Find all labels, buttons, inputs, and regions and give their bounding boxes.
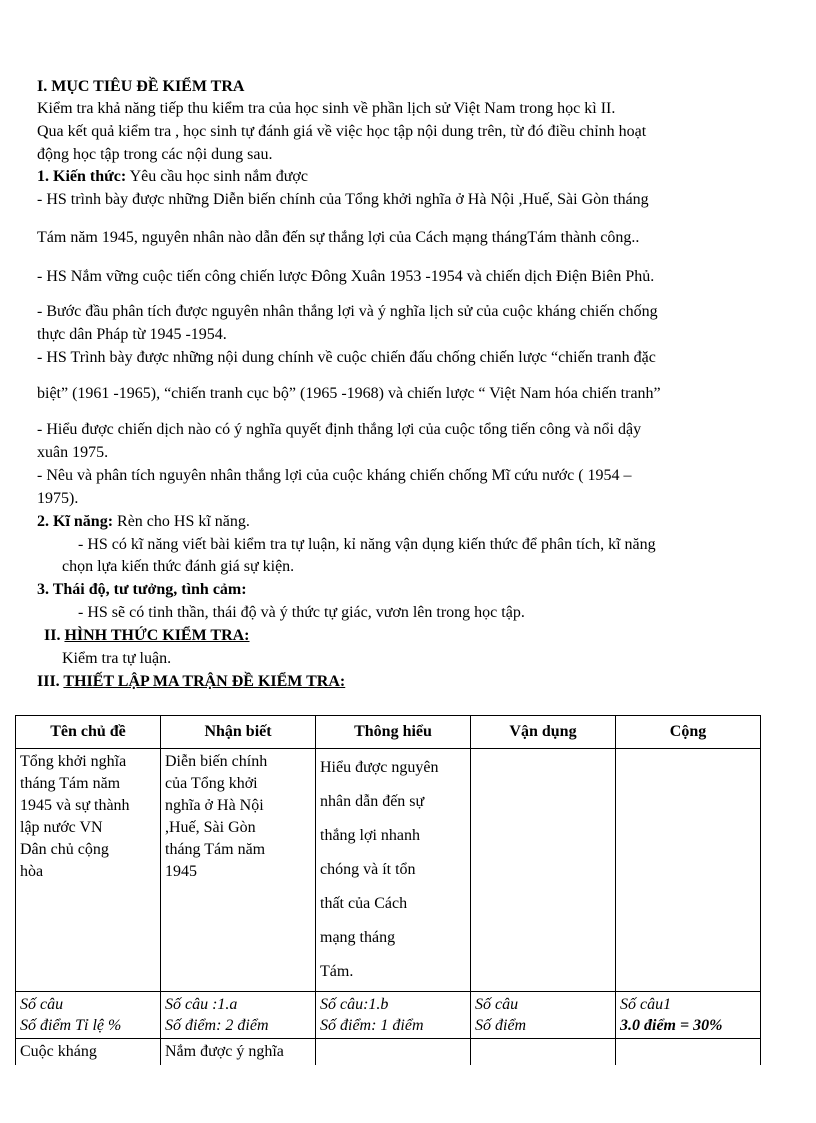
- header-recognize: Nhận biết: [161, 716, 316, 749]
- score-row: [16, 992, 761, 1039]
- intro-line-3: động học tập trong các nội dung sau.: [37, 146, 273, 163]
- table-header-row: [16, 716, 761, 749]
- knowledge-item: 1975).: [37, 490, 79, 507]
- section-2-title: HÌNH THỨC KIỂM TRA:: [64, 627, 250, 644]
- section-3-number: III.: [37, 673, 64, 690]
- attitude-line: - HS sẽ có tinh thần, thái độ và ý thức tự giác, vươn lên trong học tập.: [78, 604, 525, 621]
- knowledge-item: - HS Nắm vững cuộc tiến công chiến lược Đông Xuân 1953 -1954 và chiến dịch Điện Biên Phủ.: [37, 268, 655, 285]
- recognize-cell: Nắm được ý nghĩa: [161, 1039, 316, 1066]
- score-recognize-cell: Số câu :1.a Số điểm: 2 điểm: [161, 992, 316, 1039]
- header-total: Cộng: [616, 716, 761, 749]
- knowledge-label: 1. Kiến thức:: [37, 168, 127, 185]
- knowledge-item: - Bước đầu phân tích được nguyên nhân thắng lợi và ý nghĩa lịch sử của cuộc kháng chiến chống: [37, 303, 658, 320]
- knowledge-item: Tám năm 1945, nguyên nhân nào dẫn đến sự thắng lợi của Cách mạng thángTám thành công..: [37, 229, 640, 246]
- table-row: [16, 1039, 761, 1066]
- topic-cell: Cuộc kháng: [16, 1039, 161, 1066]
- score-apply-cell: Số câu Số điểm: [471, 992, 616, 1039]
- topic-cell: Tổng khởi nghĩa tháng Tám năm 1945 và sự thành lập nước VN Dân chủ cộng hòa: [16, 749, 161, 992]
- section-1-heading: I. MỤC TIÊU ĐỀ KIỂM TRA: [37, 78, 245, 95]
- knowledge-item: thực dân Pháp từ 1945 -1954.: [37, 326, 227, 343]
- table-row: [16, 749, 761, 992]
- recognize-cell: Diễn biến chính của Tổng khởi nghĩa ở Hà Nội ,Huế, Sài Gòn tháng Tám năm 1945: [161, 749, 316, 992]
- score-topic-cell: Số câu Số điểm Tỉ lệ %: [16, 992, 161, 1039]
- attitude-heading: 3. Thái độ, tư tưởng, tình cảm:: [37, 581, 247, 598]
- intro-line-1: Kiểm tra khả năng tiếp thu kiểm tra của học sinh về phần lịch sử Việt Nam trong học kì II.: [37, 100, 616, 117]
- knowledge-item: xuân 1975.: [37, 444, 109, 461]
- knowledge-text: Yêu cầu học sinh nắm được: [126, 168, 308, 185]
- apply-cell: [471, 1039, 616, 1066]
- knowledge-item: - HS trình bày được những Diễn biến chính của Tổng khởi nghĩa ở Hà Nội ,Huế, Sài Gòn tháng: [37, 191, 649, 208]
- understand-cell: Hiểu được nguyên nhân dẫn đến sự thắng lợi nhanh chóng và ít tổn thất của Cách mạng tháng Tám.: [316, 749, 471, 992]
- skills-line: chọn lựa kiến thức đánh giá sự kiện.: [62, 558, 295, 575]
- understand-cell: [316, 1039, 471, 1066]
- header-understand: Thông hiểu: [316, 716, 471, 749]
- score-total-cell: Số câu1 3.0 điểm = 30%: [616, 992, 761, 1039]
- total-cell: [616, 1039, 761, 1066]
- section-2-text: Kiểm tra tự luận.: [62, 650, 172, 667]
- total-cell: [616, 749, 761, 992]
- exam-matrix-table: [15, 715, 761, 1065]
- apply-cell: [471, 749, 616, 992]
- section-3-title: THIẾT LẬP MA TRẬN ĐỀ KIỂM TRA:: [63, 673, 346, 690]
- knowledge-item: biệt” (1961 -1965), “chiến tranh cục bộ” (1965 -1968) và chiến lược “ Việt Nam hóa chiến tranh”: [37, 385, 661, 402]
- knowledge-item: - Nêu và phân tích nguyên nhân thắng lợi của cuộc kháng chiến chống Mĩ cứu nước ( 1954 –: [37, 467, 632, 484]
- score-understand-cell: Số câu:1.b Số điểm: 1 điểm: [316, 992, 471, 1039]
- skills-text: Rèn cho HS kĩ năng.: [113, 513, 250, 530]
- skills-heading: [37, 512, 250, 532]
- header-apply: Vận dụng: [471, 716, 616, 749]
- knowledge-item: - HS Trình bày được những nội dung chính về cuộc chiến đấu chống chiến lược “chiến tranh đặc: [37, 349, 656, 366]
- section-2-number: II.: [44, 627, 65, 644]
- section-2-heading: [44, 626, 250, 646]
- skills-line: - HS có kĩ năng viết bài kiểm tra tự luận, kỉ năng vận dụng kiến thức để phân tích, kĩ năng: [78, 536, 656, 553]
- knowledge-item: - Hiểu được chiến dịch nào có ý nghĩa quyết định thắng lợi của cuộc tổng tiến công và nổi dậy: [37, 421, 642, 438]
- knowledge-heading: [37, 167, 308, 187]
- intro-line-2: Qua kết quả kiểm tra , học sinh tự đánh giá về việc học tập nội dung trên, từ đó điều chỉnh hoạt: [37, 123, 647, 140]
- section-3-heading: [37, 672, 345, 692]
- header-topic: Tên chủ đề: [16, 716, 161, 749]
- skills-label: 2. Kĩ năng:: [37, 513, 114, 530]
